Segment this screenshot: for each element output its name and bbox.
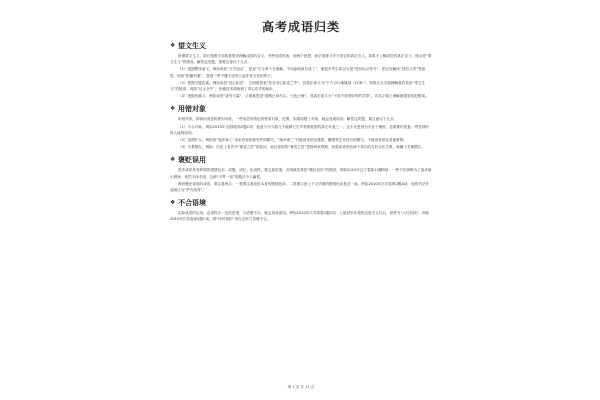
section-heading-text: 不合语境 [178, 199, 206, 208]
paragraph: （3）把握比喻义。例如成语“途穷日暮”，字面意思是“道路已到尽头、天色已晚”，其真正意义为“不得不放弃原有的打算”，若从字面上理解就很容易犯错误。 [178, 94, 429, 99]
section-3 [170, 155, 432, 193]
page-footer: 第 1 页 共 11 页 [287, 385, 315, 389]
paragraph: 用错对象，即误用成语的使用对象。一些成语有特定的使用对象，范围，如果用错了对象，就会造成误用。解答这类题，要注意以下几点： [178, 117, 398, 122]
document-page [170, 14, 432, 392]
paragraph: （2）范围扩大。例如将“鬼斧神工”用来形容机械零件的精巧，“鬼斧神工”只能用来形容建筑、雕塑等艺术技巧的精巧，不能用来形容其他事物。 [178, 138, 407, 143]
section-heading-text: 望文生义 [178, 42, 206, 50]
document-title: 高考成语归类 [261, 20, 340, 34]
bullet-icon: ❖ [170, 156, 176, 164]
section-4 [170, 198, 432, 222]
section-heading [170, 41, 432, 51]
paragraph: （1）把握整体意义。例如成语“文不加点”，是说“写文章十分流畅，不用涂改就写成了”，而很多考生误以为是“没有标点符号”，把它误解成“没有文采”等意思。再如“附庸风雅”，是指一些不懂文化的人装作有文化的样子。 [170, 67, 426, 78]
bullet-icon: ❖ [170, 199, 176, 207]
section-heading [170, 155, 432, 165]
section-1 [170, 41, 432, 99]
paragraph: 实际成语的运用，必须符合一定的语境，与语境不合，就会造成误用。例如2010年江苏卷第2题C项：上届冠军乐观的态度引人注目，被誉为“大巧若拙”。例如2010年江苏卷第2题C项，将“环环相扣”用在这里与语境不合。 [170, 211, 430, 222]
section-2 [170, 104, 432, 150]
bullet-icon: ❖ [170, 105, 176, 113]
section-heading [170, 104, 432, 114]
section-heading-text: 用错对象 [178, 105, 206, 114]
paragraph: （3）关系错位。例如：历史上有许多“秦晋之好”的佳话，而这里用的“秦晋之好”是指两家联姻，如果用来形容两个单位的友好合作关系，就属于关系错位。 [178, 145, 425, 150]
paragraph: 很多成语具有鲜明的感情色彩，或褒、或贬。运用时，要注意语境，否则就容易犯“褒贬误用”的错误。例如2010年辽宁卷第13题B项：一些不法商贩为了追求最大利润，竟然不择手段，这种“不赞一词”的做法令人痛恨。 [170, 168, 432, 179]
bullet-icon: ❖ [170, 42, 176, 49]
paragraph: 所谓望文生义，即只按照字面的意思来理解成语的含义，有些成语的表、面两个意思，而字面意义并不是它的真正含义。如果不了解成语的真正含义，便会犯“望文生义”的错误。解答这类题，需要注意以下几点： [170, 54, 432, 65]
paragraph: （2）把握关键语素。例如成语“处心积虑”，字面意思是“处在安心积虑之中”，其真正意义为“千方百计地谋划（坏事）”；如果仅从字面理解就容易犯“望文生义”的错误。再如“目无全牛”，比喻技术熟练到了得心应手的地步。 [170, 80, 426, 92]
section-heading-text: 褒贬误用 [178, 156, 206, 165]
paragraph: 辨析褒贬误用的成语，要注意两点：一是要注意成语本身的感情色彩，二是要注意上下文语境的感情色彩是否一致。例如2010年江苏卷第2题A项：他的书法作品被认为“炉火纯青”。 [170, 181, 430, 193]
section-heading [170, 198, 432, 208]
paragraph: （1）不合对象。例如2010年全国Ⅰ卷第2题C项：他是当今少数几个能够左右声势的财团的真正代表之一。这不光是因为专业于敏锐，更重要的是他一贯坚持的待人接物原则。 [170, 124, 429, 135]
